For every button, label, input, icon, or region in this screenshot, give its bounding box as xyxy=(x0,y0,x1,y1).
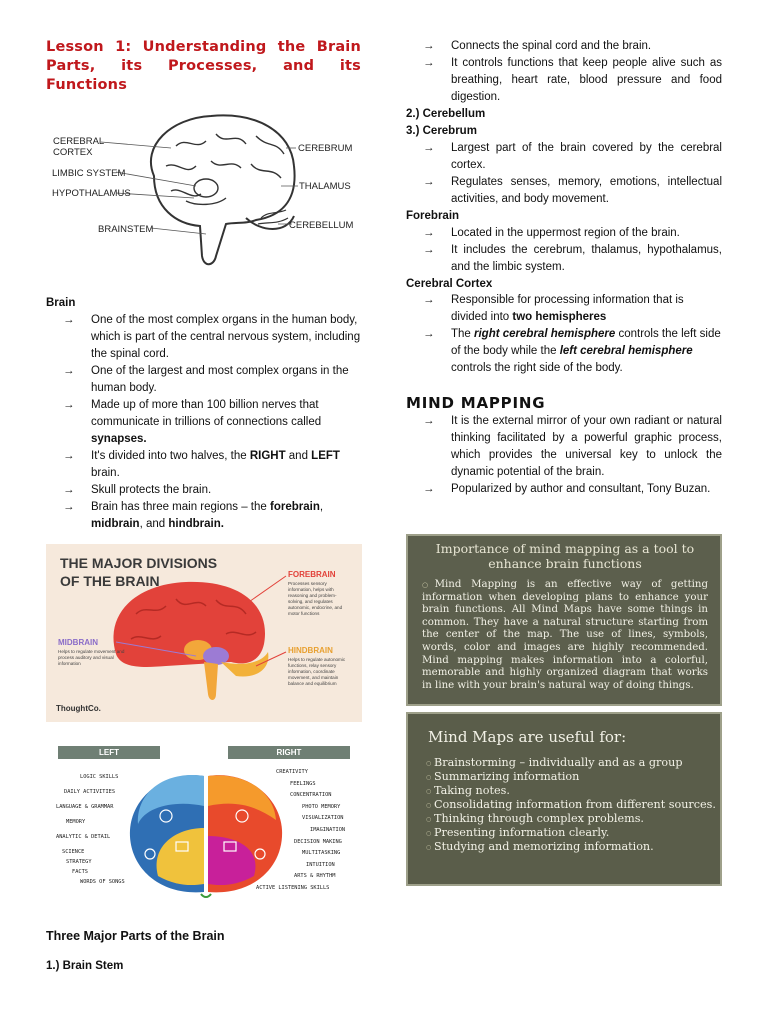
list-item: LOGIC SKILLS xyxy=(80,774,119,780)
label-brainstem: BRAINSTEM xyxy=(98,224,154,235)
brain-stem-heading: 1.) Brain Stem xyxy=(46,960,124,972)
list-item: → One of the most complex organs in the human body, which is part of the central nervous system, including the spinal cord. xyxy=(63,314,361,360)
forebrain-text: Processes sensory information, helps with reasoning and problem-solving, and regulates autonomic, endocrine, and motor functions xyxy=(288,581,343,616)
arrow-icon: → xyxy=(423,142,435,154)
midbrain-label: MIDBRAIN xyxy=(58,638,98,647)
midbrain-text: Helps to regulate movement and process auditory and visual information xyxy=(58,649,125,666)
arrow-icon: → xyxy=(63,314,75,326)
list-item: FEELINGS xyxy=(290,780,316,787)
cerebrum-bullets xyxy=(406,140,722,208)
arrow-icon: → xyxy=(423,244,435,256)
list-item: ○ Consolidating information from different sources. xyxy=(426,798,716,812)
list-item: → Brain has three main regions – the forebrain, midbrain, and hindbrain. xyxy=(63,501,324,530)
list-item: MEMORY xyxy=(66,819,86,825)
brain-heading: Brain xyxy=(46,297,76,309)
list-item: FACTS xyxy=(72,869,88,875)
arrow-icon: → xyxy=(63,484,75,496)
major-divisions-figure xyxy=(46,544,362,722)
label-cerebral-cortex: CEREBRAL CORTEX xyxy=(53,136,104,158)
arrow-icon: → xyxy=(423,483,435,495)
useful-list xyxy=(426,756,716,854)
list-item: → Responsible for processing information that is divided into two hemispheres xyxy=(423,294,684,323)
list-item: ○ Taking notes. xyxy=(426,784,716,798)
list-item: VISUALIZATION xyxy=(302,815,344,822)
forebrain-label: FOREBRAIN xyxy=(288,570,336,579)
cerebellum-heading: 2.) Cerebellum xyxy=(406,108,486,120)
arrow-icon: → xyxy=(423,176,435,188)
mind-mapping-heading: MIND MAPPING xyxy=(406,394,546,412)
list-item: → Located in the uppermost region of the brain. xyxy=(406,225,722,242)
list-item: ○ Thinking through complex problems. xyxy=(426,812,716,826)
list-item: → One of the largest and most complex organs in the human body. xyxy=(63,365,349,394)
list-item: LANGUAGE & GRAMMAR xyxy=(56,804,114,810)
arrow-icon: → xyxy=(423,294,435,306)
list-item: → It controls functions that keep people alive such as breathing, heart rate, blood pressure and food digestion. xyxy=(423,57,722,103)
list-item: → Largest part of the brain covered by the cerebral cortex. xyxy=(423,142,722,171)
forebrain-heading: Forebrain xyxy=(406,210,460,222)
list-item: → Connects the spinal cord and the brain. xyxy=(406,38,722,55)
list-item: ○ Brainstorming – individually and as a group xyxy=(426,756,716,770)
list-item: ○ Presenting information clearly. xyxy=(426,826,716,840)
arrow-icon: → xyxy=(423,57,435,69)
list-item: CONCENTRATION xyxy=(290,792,332,799)
list-item: IMAGINATION xyxy=(310,826,346,833)
useful-heading: Mind Maps are useful for: xyxy=(428,728,627,746)
list-item: STRATEGY xyxy=(66,859,92,865)
list-item: SCIENCE xyxy=(62,849,85,855)
list-item: → The right cerebral hemisphere controls the left side of the body while the left cerebral hemisphere controls the right side of the body. xyxy=(423,328,721,374)
forebrain-bullets xyxy=(406,225,722,276)
arrow-icon: → xyxy=(423,415,435,427)
list-item: → It's divided into two halves, the RIGHT and LEFT brain. xyxy=(63,450,340,479)
arrow-icon: → xyxy=(63,365,75,377)
hindbrain-label: HINDBRAIN xyxy=(288,646,333,655)
mind-mapping-bullets xyxy=(406,413,722,498)
brain-bullets xyxy=(46,312,362,533)
list-item: → Regulates senses, memory, emotions, intellectual activities, and body movement. xyxy=(423,176,722,205)
label-limbic-system: LIMBIC SYSTEM xyxy=(52,168,126,179)
list-item: ARTS & RHYTHM xyxy=(294,873,336,880)
right-title: RIGHT xyxy=(228,746,350,759)
left-title: LEFT xyxy=(58,746,160,759)
list-item: INTUITION xyxy=(306,861,335,868)
three-parts-heading: Three Major Parts of the Brain xyxy=(46,929,225,943)
list-item: → Popularized by author and consultant, Tony Buzan. xyxy=(406,481,722,498)
label-thalamus: THALAMUS xyxy=(299,181,351,192)
left-skills-list xyxy=(56,770,142,890)
list-item: ACTIVE LISTENING SKILLS xyxy=(256,884,330,891)
list-item: → Skull protects the brain. xyxy=(46,482,362,499)
divisions-title: THE MAJOR DIVISIONS OF THE BRAIN xyxy=(60,555,218,589)
importance-body: ○Mind Mapping is an effective way of getting information when developing plans to enhance your brain functions. All Mind Maps have some things in common. They have a natural structure starting from the center of the map. The use of lines, symbols, words, color and images are highly recommended. Mind mapping makes information into a colorful, memorable and highly organized diagram that works in line with your brain's natural way of doing things. xyxy=(422,579,709,691)
list-item: → Made up of more than 100 billion nerves that communicate in trillions of connections called synapses. xyxy=(63,399,322,445)
cerebrum-heading: 3.) Cerebrum xyxy=(406,125,477,137)
arrow-icon: → xyxy=(423,328,435,340)
list-item: → It includes the cerebrum, thalamus, hypothalamus, and the limbic system. xyxy=(423,244,722,273)
hindbrain-text: Helps to regulate autonomic functions, relay sensory information, coordinate movement, and maintain balance and equilibrium xyxy=(288,657,346,686)
arrow-icon: → xyxy=(63,501,75,513)
lesson-title: Lesson 1: Understanding the Brain Parts, its Processes, and its Functions xyxy=(46,39,361,93)
list-item: ANALYTIC & DETAIL xyxy=(56,834,111,840)
arrow-icon: → xyxy=(63,450,75,462)
left-right-brain-figure xyxy=(46,736,362,910)
label-hypothalamus: HYPOTHALAMUS xyxy=(52,188,131,199)
label-cerebellum: CEREBELLUM xyxy=(289,220,354,231)
thoughtco-credit: ThoughtCo. xyxy=(56,704,101,713)
bullet-icon: ○ xyxy=(422,581,435,589)
label-cerebrum: CEREBRUM xyxy=(298,143,353,154)
cerebral-cortex-heading: Cerebral Cortex xyxy=(406,278,493,290)
list-item: PHOTO MEMORY xyxy=(302,803,341,810)
brain-diagram xyxy=(46,106,362,280)
list-item: MULTITASKING xyxy=(302,850,341,857)
arrow-icon: → xyxy=(63,399,75,411)
importance-heading: Importance of mind mapping as a tool to enhance brain functions xyxy=(435,541,695,571)
list-item: → It is the external mirror of your own radiant or natural thinking facilitated by a powerful graphic process, which provides the universal key to unlock the dynamic potential of the brain. xyxy=(423,415,722,478)
list-item: DECISION MAKING xyxy=(294,838,342,845)
cerebral-cortex-bullets xyxy=(406,292,722,377)
arrow-icon: → xyxy=(423,227,435,239)
useful-panel xyxy=(406,712,722,886)
list-item: ○ Studying and memorizing information. xyxy=(426,840,716,854)
list-item: ○ Summarizing information xyxy=(426,770,716,784)
brain-stem-bullets xyxy=(406,38,722,106)
arrow-icon: → xyxy=(423,40,435,52)
importance-panel xyxy=(406,534,722,706)
list-item: DAILY ACTIVITIES xyxy=(64,789,116,795)
list-item: WORDS OF SONGS xyxy=(80,879,125,885)
list-item: CREATIVITY xyxy=(276,769,308,775)
right-skills-list xyxy=(256,767,360,895)
